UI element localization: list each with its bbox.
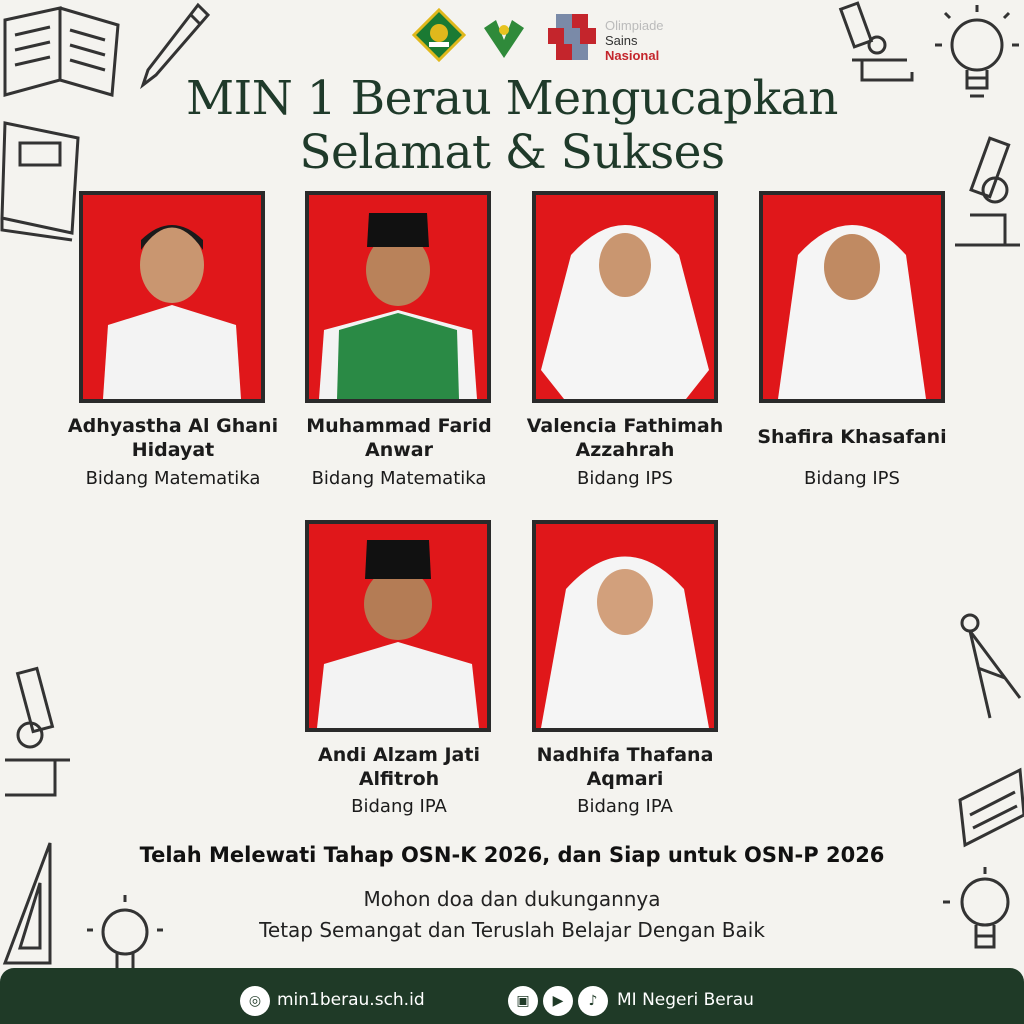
achievement-message: Telah Melewati Tahap OSN-K 2026, dan Siap untuk OSN-P 2026 — [139, 843, 885, 867]
student-photo — [532, 191, 718, 403]
website-link[interactable]: min1berau.sch.id — [277, 990, 425, 1010]
title-line2: Selamat & Sukses — [299, 125, 725, 180]
tiktok-icon[interactable]: ♪ — [578, 986, 608, 1016]
social-handle[interactable]: MI Negeri Berau — [617, 990, 754, 1010]
madrasah-logo-icon — [480, 14, 528, 64]
globe-icon: ◎ — [240, 986, 270, 1016]
student-name-line2: Hidayat — [131, 439, 215, 461]
encouragement-line: Tetap Semangat dan Teruslah Belajar Dengan Baik — [259, 918, 765, 942]
osn-text-line3: Nasional — [605, 48, 660, 63]
student-name-line1: Nadhifa Thafana — [536, 744, 714, 766]
student-field: Bidang Matematika — [311, 468, 487, 489]
student-field: Bidang IPS — [577, 468, 673, 489]
student-field: Bidang IPS — [804, 468, 900, 489]
student-name-line1: Valencia Fathimah — [526, 415, 724, 437]
title-line1: MIN 1 Berau Mengucapkan — [186, 71, 838, 126]
student-name-line1: Muhammad Farid — [306, 415, 492, 437]
student-name-line2: Azzahrah — [575, 439, 675, 461]
prayer-line: Mohon doa dan dukungannya — [363, 887, 661, 911]
student-name-line1: Adhyastha Al Ghani — [67, 415, 279, 437]
lightbulb-doodle — [940, 862, 1024, 966]
student-photo — [532, 520, 718, 732]
student-field: Bidang IPA — [577, 796, 673, 817]
student-name-line1: Shafira Khasafani — [757, 426, 947, 448]
student-field: Bidang IPA — [351, 796, 447, 817]
logo-bar — [412, 8, 692, 64]
student-name-line2: Alfitroh — [358, 768, 440, 790]
microscope-doodle — [0, 665, 75, 810]
student-name — [58, 414, 288, 462]
student-name — [284, 743, 514, 791]
student-name-line2: Anwar — [365, 439, 433, 461]
page-title — [0, 72, 1024, 180]
student-name-line1: Andi Alzam Jati — [318, 744, 480, 766]
student-name — [510, 743, 740, 791]
student-photo — [79, 191, 265, 403]
osn-text-line1: Olimpiade — [605, 18, 664, 33]
student-photo — [759, 191, 945, 403]
osn-logo-icon — [544, 10, 600, 68]
youtube-icon[interactable]: ▶ — [543, 986, 573, 1016]
osn-logo-text — [605, 18, 664, 63]
student-field: Bidang Matematika — [85, 468, 261, 489]
student-name — [284, 414, 514, 462]
student-name — [737, 425, 967, 449]
osn-text-line2: Sains — [605, 33, 638, 48]
kemenag-logo-icon — [412, 8, 466, 66]
compass-doodle — [950, 608, 1024, 728]
book-doodle — [955, 760, 1024, 850]
instagram-icon[interactable]: ▣ — [508, 986, 538, 1016]
student-photo — [305, 520, 491, 732]
student-photo — [305, 191, 491, 403]
student-name-line2: Aqmari — [586, 768, 664, 790]
student-name — [510, 414, 740, 462]
